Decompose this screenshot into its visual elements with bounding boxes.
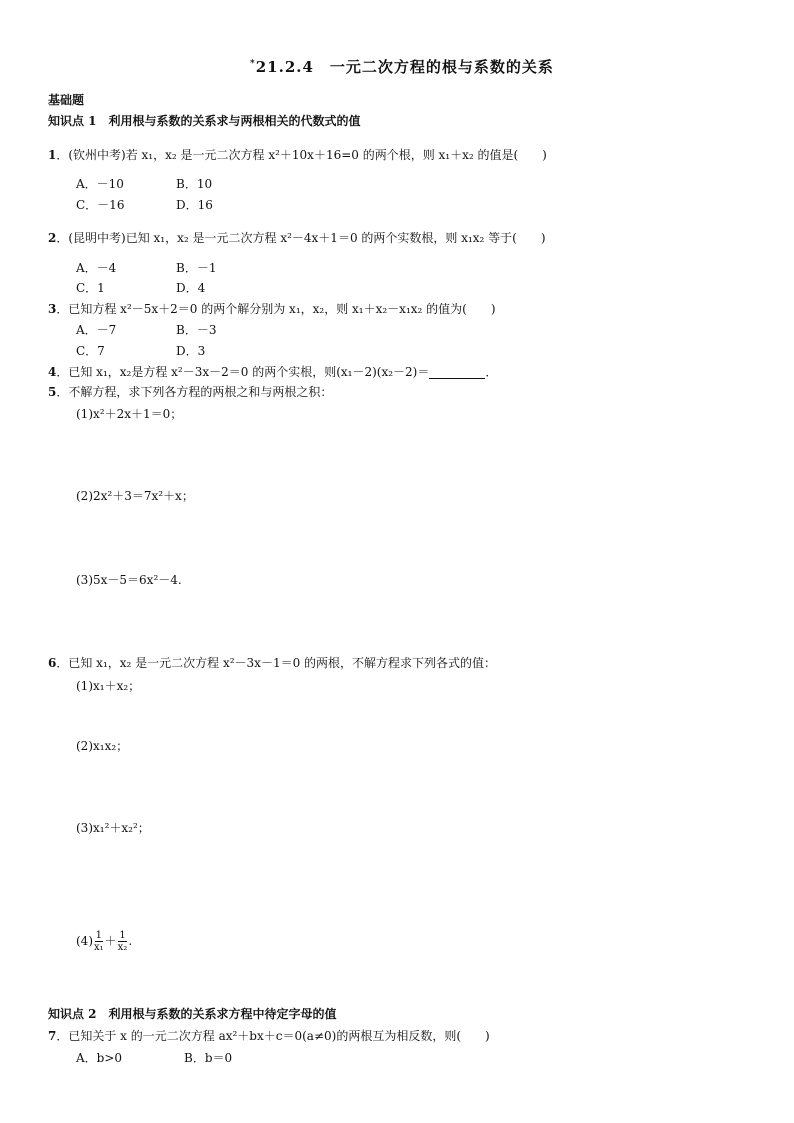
- q2-option-c: C．1: [76, 281, 105, 295]
- question-6-stem: ．已知 x₁，x₂ 是一元二次方程 x²－3x－1＝0 的两根，不解方程求下列各式的值：: [56, 656, 497, 670]
- q6-part-4-end: .: [128, 934, 133, 948]
- question-5: [48, 384, 332, 400]
- q5-part-2: (2)2x²＋3＝7x²＋x；: [76, 489, 194, 503]
- fraction-1: [94, 930, 104, 953]
- q6-part-2: (2)x₁x₂；: [76, 739, 129, 753]
- q3-option-d: D．3: [176, 344, 206, 358]
- question-3-stem: ．已知方程 x²－5x＋2＝0 的两个解分别为 x₁，x₂，则 x₁＋x₂－x₁x₂ 的值为( ): [56, 302, 496, 316]
- question-1-stem: ．(钦州中考)若 x₁，x₂ 是一元二次方程 x²＋10x＋16=0 的两个根，则 x₁＋x₂ 的值是( ): [56, 148, 547, 162]
- question-7-stem: ．已知关于 x 的一元二次方程 ax²＋bx＋c＝0(a≠0)的两根互为相反数，则( ): [56, 1029, 490, 1043]
- question-1-number: 1: [48, 148, 57, 162]
- q1-option-b: B．10: [176, 177, 213, 191]
- question-6-number: 6: [48, 656, 57, 670]
- q2-option-a: A．－4: [76, 261, 117, 275]
- q6-part-1: (1)x₁＋x₂；: [76, 679, 141, 693]
- fraction-1-numerator: 1: [95, 930, 103, 941]
- q2-option-d: D．4: [176, 281, 206, 295]
- knowledge-point-1: 知识点 1 利用根与系数的关系求与两根相关的代数式的值: [48, 114, 361, 128]
- q6-part-3: (3)x₁²＋x₂²；: [76, 821, 150, 835]
- question-1: [48, 147, 547, 163]
- section-heading: 基础题: [48, 93, 85, 107]
- question-2-number: 2: [48, 231, 57, 245]
- question-7-number: 7: [48, 1029, 57, 1043]
- question-7: [48, 1028, 490, 1044]
- fraction-1-denominator: x₁: [94, 942, 104, 953]
- q7-option-b: B．b＝0: [184, 1051, 233, 1065]
- question-5-number: 5: [48, 385, 57, 399]
- question-2-stem: ．(昆明中考)已知 x₁，x₂ 是一元二次方程 x²－4x＋1＝0 的两个实数根，则 x₁x₂ 等于( ): [56, 231, 546, 245]
- question-4: [48, 364, 497, 380]
- plus-sign: ＋: [104, 934, 117, 948]
- q2-option-b: B．－1: [176, 261, 217, 275]
- question-3: [48, 301, 496, 317]
- q6-part-4: [76, 928, 132, 954]
- knowledge-point-2: 知识点 2 利用根与系数的关系求方程中待定字母的值: [48, 1007, 337, 1021]
- question-6: [48, 655, 496, 671]
- question-4-end: ．: [485, 365, 498, 379]
- q7-option-a: A．b>0: [76, 1051, 123, 1065]
- question-4-stem: ．已知 x₁，x₂是方程 x²－3x－2＝0 的两个实根，则(x₁－2)(x₂－2)＝: [56, 365, 430, 379]
- answer-blank[interactable]: [429, 366, 485, 379]
- question-4-number: 4: [48, 365, 57, 379]
- q3-option-c: C．7: [76, 344, 105, 358]
- fraction-2-numerator: 1: [119, 930, 126, 941]
- q5-part-1: (1)x²＋2x＋1＝0；: [76, 407, 183, 421]
- fraction-2-denominator: x₂: [117, 942, 128, 953]
- title-text: 21.2.4 一元二次方程的根与系数的关系: [255, 58, 554, 76]
- q1-option-c: C．－16: [76, 198, 125, 212]
- question-2: [48, 230, 546, 246]
- q6-part-4-prefix: (4): [76, 934, 93, 948]
- q1-option-a: A．－10: [76, 177, 124, 191]
- question-5-stem: ．不解方程，求下列各方程的两根之和与两根之积：: [56, 385, 333, 399]
- title-star: *: [250, 59, 256, 69]
- q1-option-d: D．16: [176, 198, 213, 212]
- q3-option-a: A．－7: [76, 323, 117, 337]
- fraction-2: [118, 930, 128, 953]
- page-title: [250, 56, 554, 75]
- q3-option-b: B．－3: [176, 323, 217, 337]
- q5-part-3: (3)5x－5＝6x²－4.: [76, 573, 182, 587]
- question-3-number: 3: [48, 302, 57, 316]
